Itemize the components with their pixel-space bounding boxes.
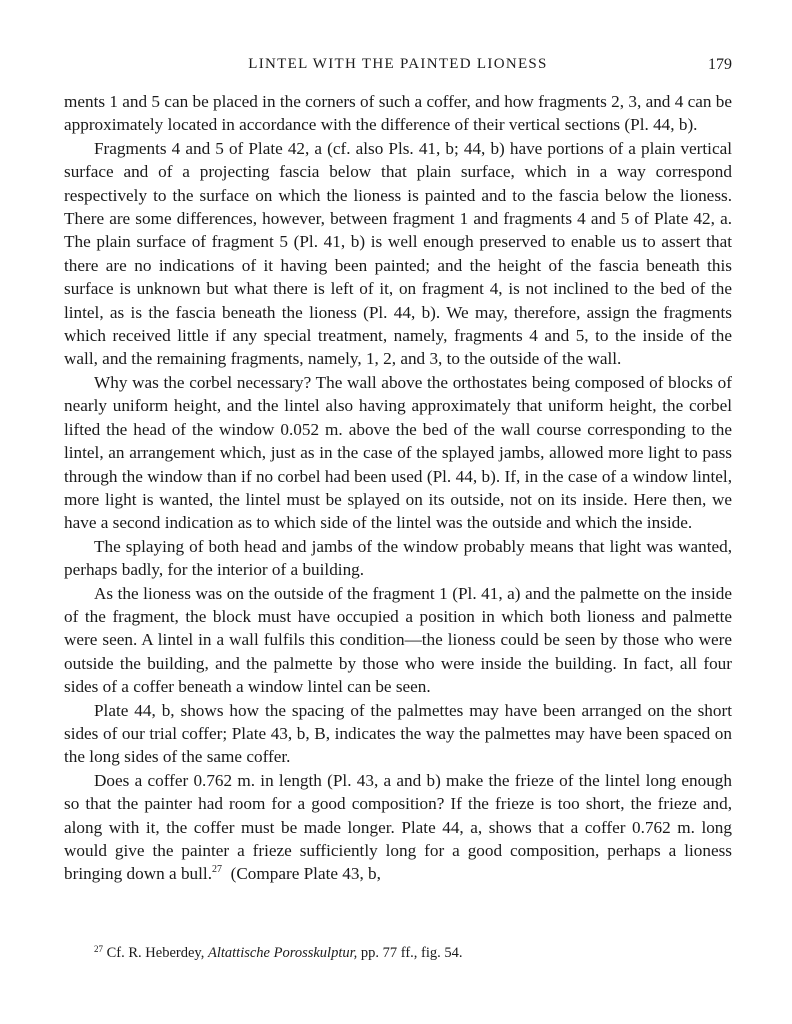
- paragraph-text: Does a coffer 0.762 m. in length (Pl. 43, a and b) make the frieze of the lintel long enough so that the painter had room for a good composition? If the frieze is too short, the frieze and, along with it, the coffer must be made longer. Plate 44, a, shows that a coffer 0.762 m. long would give the painter a frieze sufficiently long for a good composition, perhaps a lioness bringing down a bull.: [64, 770, 732, 884]
- footnote-number: 27: [94, 944, 103, 954]
- paragraph: As the lioness was on the outside of the fragment 1 (Pl. 41, a) and the palmette on the inside of the fragment, the block must have occupied a position in which both lioness and palmette were seen. A lintel in a wall fulfils this condition—the lioness could be seen by those who were outside the building, and the palmette by those who were inside the building. In fact, all four sides of a coffer beneath a window lintel can be seen.: [64, 583, 732, 697]
- paragraph: Fragments 4 and 5 of Plate 42, a (cf. also Pls. 41, b; 44, b) have portions of a plain vertical surface and of a projecting fascia below that plain surface, which in a way correspond respectively to the surface on which the lioness is painted and to the fascia below the lioness. There are some differences, however, between fragment 1 and fragments 4 and 5 of Plate 42, a. The plain surface of fragment 5 (Pl. 41, b) is well enough preserved to enable us to assert that there are no indications of it having been painted; and the height of the fascia beneath this surface is unknown but what there is left of it, on fragment 4, is not inclined to the bed of the lintel, as is the fascia beneath the lioness (Pl. 44, b). We may, therefore, assign the fragments which received little if any special treatment, namely, fragments 4 and 5, to the inside of the wall, and the remaining fragments, namely, 1, 2, and 3, to the outside of the wall.: [64, 138, 732, 369]
- page: [64, 56, 732, 886]
- paragraph: ments 1 and 5 can be placed in the corners of such a coffer, and how fragments 2, 3, and 4 can be approximately located in accordance with the difference of their vertical sections (Pl. 44, b).: [64, 92, 732, 135]
- paragraph-tail: (Compare Plate 43, b,: [230, 864, 381, 884]
- page-number: 179: [708, 56, 732, 73]
- paragraph: Plate 44, b, shows how the spacing of the palmettes may have been arranged on the short sides of our trial coffer; Plate 43, b, B, indicates the way the palmettes may have been spaced on the long sides of the same coffer.: [64, 700, 732, 767]
- footnote-reference[interactable]: 27: [212, 864, 222, 876]
- footnote-title: Altattische Porosskulptur,: [207, 945, 358, 961]
- footnote-suffix: pp. 77 ff., fig. 54.: [360, 945, 463, 961]
- paragraph-with-footnote: [64, 769, 732, 886]
- footnote: [94, 944, 463, 962]
- running-head: [64, 56, 732, 80]
- body-text: [64, 90, 732, 886]
- running-title: LINTEL WITH THE PAINTED LIONESS: [248, 56, 548, 72]
- paragraph: Why was the corbel necessary? The wall above the orthostates being composed of blocks of nearly uniform height, and the lintel also having approximately that uniform height, the corbel lifted the head of the window 0.052 m. above the bed of the wall course corresponding to the lintel, an arrangement which, just as in the case of the splayed jambs, allowed more light to pass through the window than if no corbel had been used (Pl. 44, b). If, in the case of a window lintel, more light is wanted, the lintel must be splayed on its outside, not on its inside. Here then, we have a second indication as to which side of the lintel was the outside and which the inside.: [64, 372, 732, 533]
- paragraph: The splaying of both head and jambs of the window probably means that light was wanted, perhaps badly, for the interior of a building.: [64, 536, 732, 580]
- footnote-prefix: Cf. R. Heberdey,: [106, 945, 205, 961]
